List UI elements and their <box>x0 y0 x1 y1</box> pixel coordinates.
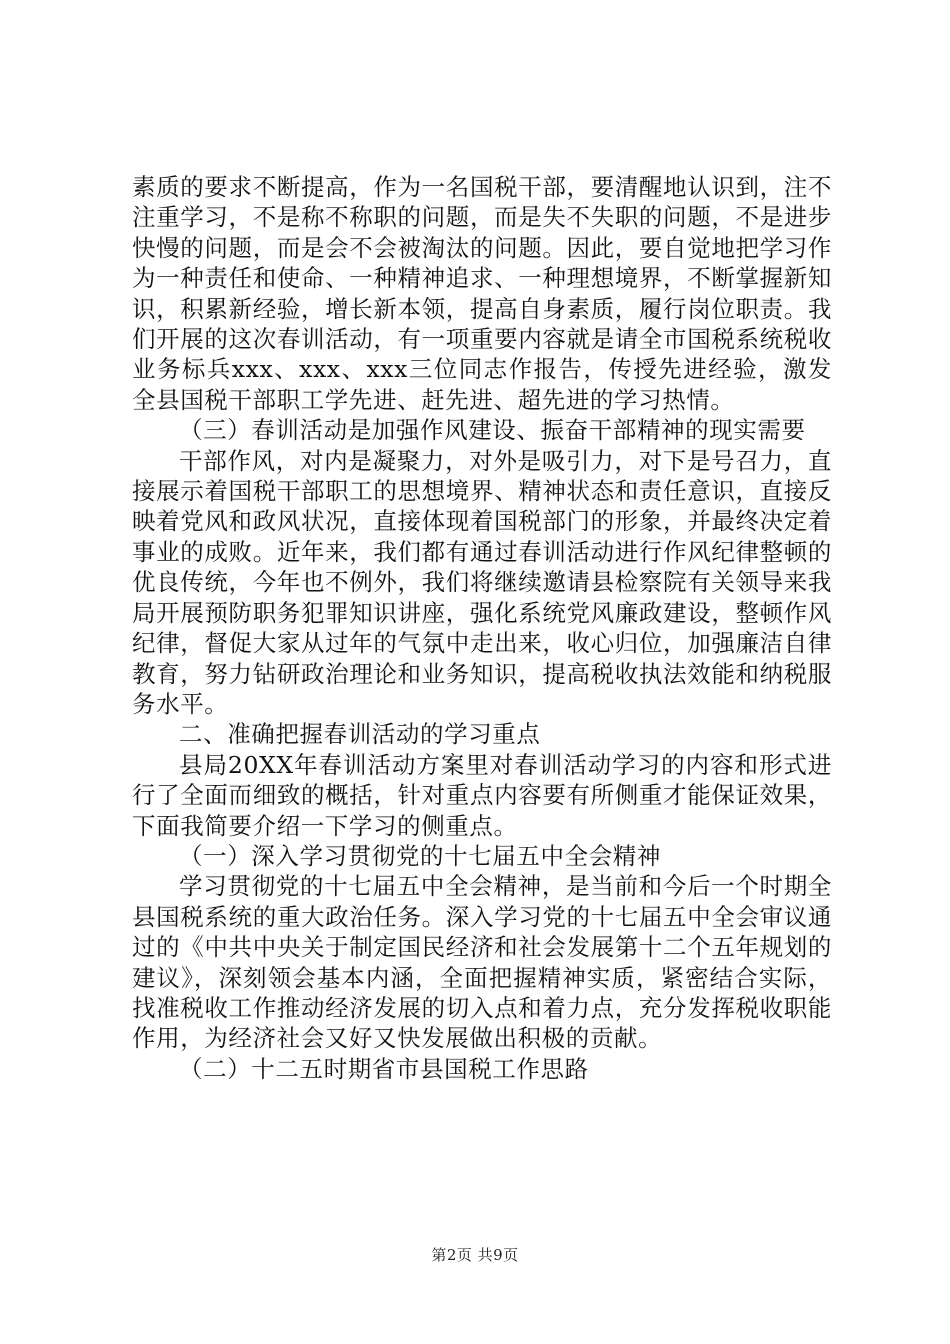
paragraph-continuation: 素质的要求不断提高，作为一名国税干部，要清醒地认识到，注不注重学习，不是称不称职的问题，而是失不失职的问题，不是进步快慢的问题，而是会不会被淘汰的问题。因此，要自觉地把学习作为一种责任和使命、一种精神追求、一种理想境界，不断掌握新知识，积累新经验，增长新本领，提高自身素质，履行岗位职责。我们开展的这次春训活动，有一项重要内容就是请全市国税系统税收业务标兵xxx、xxx、xxx三位同志作报告，传授先进经验，激发全县国税干部职工学先进、赶先进、超先进的学习热情。 <box>132 173 832 414</box>
paragraph-study-focus-intro: 县局20XX年春训活动方案里对春训活动学习的内容和形式进行了全面而细致的概括，针对重点内容要有所侧重才能保证效果，下面我简要介绍一下学习的侧重点。 <box>132 750 832 840</box>
section-subheading-1: （一）深入学习贯彻党的十七届五中全会精神 <box>179 841 661 870</box>
document-body <box>132 172 832 1084</box>
section-heading-2: 二、准确把握春训活动的学习重点 <box>179 720 541 749</box>
paragraph-plenum-study: 学习贯彻党的十七届五中全会精神，是当前和今后一个时期全县国税系统的重大政治任务。深入学习党的十七届五中全会审议通过的《中共中央关于制定国民经济和社会发展第十二个五年规划的建议》，深刻领会基本内涵，全面把握精神实质，紧密结合实际，找准税收工作推动经济发展的切入点和着力点，充分发挥税收职能作用，为经济社会又好又快发展做出积极的贡献。 <box>132 872 832 1053</box>
section-subheading-2: （二）十二五时期省市县国税工作思路 <box>179 1054 589 1083</box>
page-number-footer: 第2页 共9页 <box>431 1246 519 1264</box>
section-subheading-3: （三）春训活动是加强作风建设、振奋干部精神的现实需要 <box>179 416 806 445</box>
paragraph-work-style: 干部作风，对内是凝聚力，对外是吸引力，对下是号召力，直接展示着国税干部职工的思想境界、精神状态和责任意识，直接反映着党风和政风状况，直接体现着国税部门的形象，并最终决定着事业的成败。近年来，我们都有通过春训活动进行作风纪律整顿的优良传统，今年也不例外，我们将继续邀请县检察院有关领导来我局开展预防职务犯罪知识讲座，强化系统党风廉政建设，整顿作风纪律，督促大家从过年的气氛中走出来，收心归位，加强廉洁自律教育，努力钻研政治理论和业务知识，提高税收执法效能和纳税服务水平。 <box>132 446 832 718</box>
